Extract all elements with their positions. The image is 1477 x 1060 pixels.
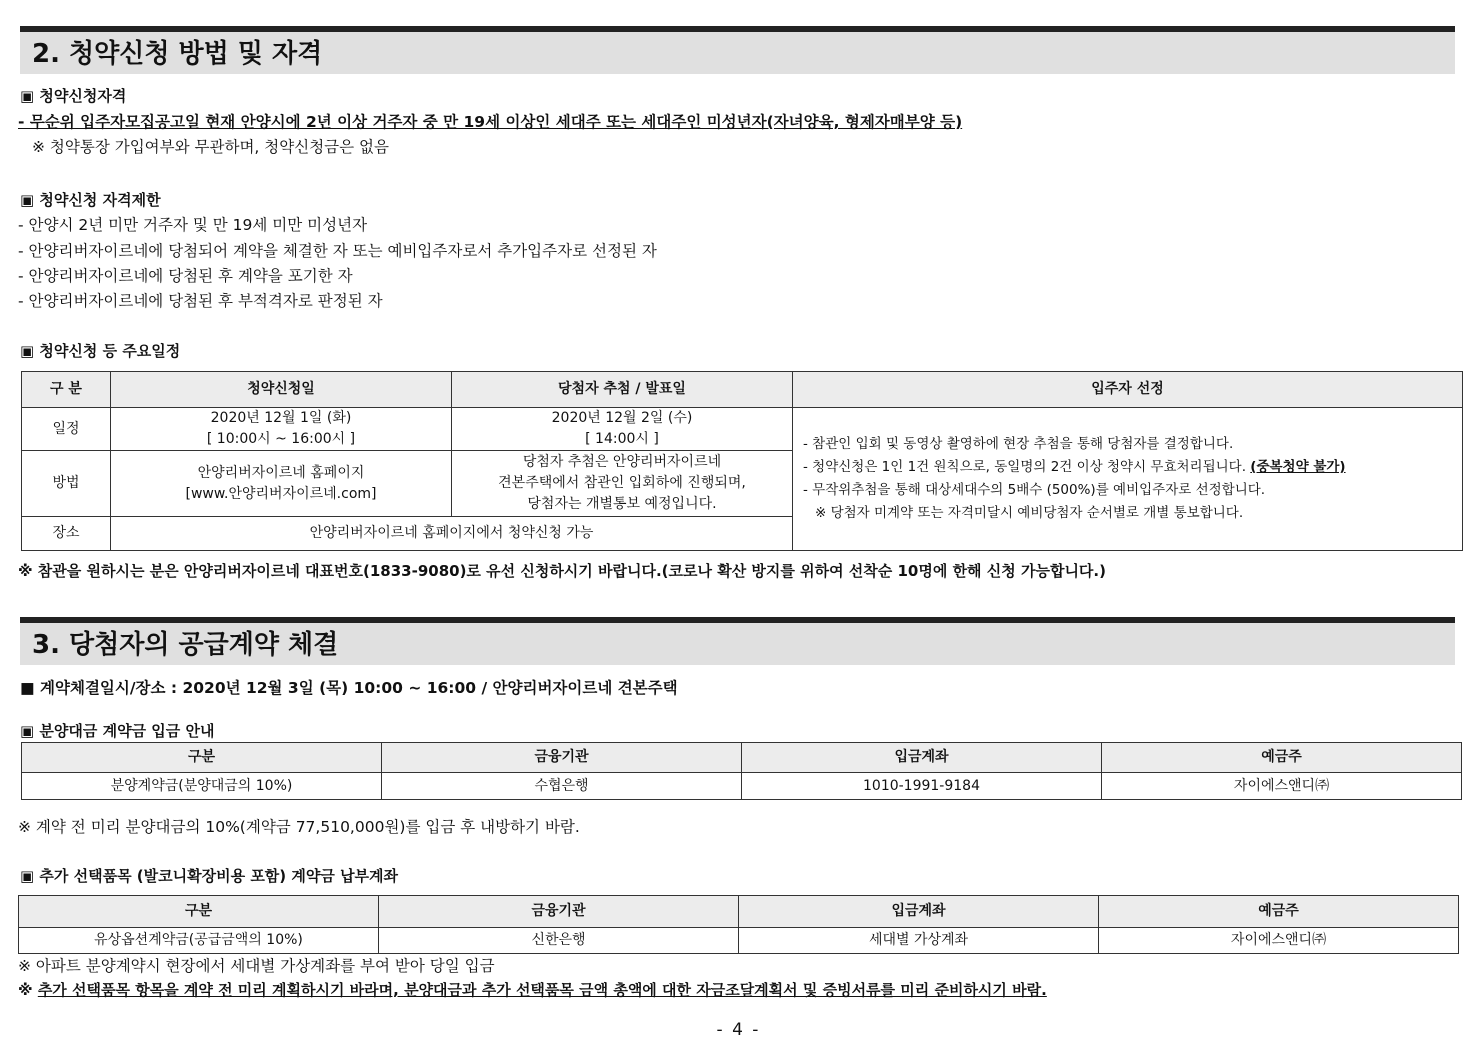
duplicate-warning: (중복청약 불가) [1250, 459, 1346, 475]
schedule-header-cell: 구 분 [22, 372, 111, 408]
deposit-note: ※ 계약 전 미리 분양대금의 10%(계약금 77,510,000원)를 입금 후 내방하기 바람. [18, 818, 580, 836]
page-number: - 4 - [716, 1020, 761, 1040]
section-3-header [20, 617, 1455, 665]
options-header-cell: 예금주 [1099, 896, 1459, 928]
options-warning [18, 980, 1047, 1000]
options-heading [20, 866, 398, 886]
contract-info: ■ 계약체결일시/장소 : 2020년 12월 3일 (목) 10:00 ~ 16:00 / 안양리버자이르네 견본주택 [20, 679, 678, 697]
section-2-header [20, 26, 1455, 74]
deposit-heading-text: 분양대금 계약금 입금 안내 [39, 722, 215, 740]
apply-time: [ 10:00시 ~ 16:00시 ] [206, 431, 356, 447]
schedule-heading [20, 341, 180, 361]
restriction-heading [20, 190, 161, 210]
section-3-title: 3. 당첨자의 공급계약 체결 [32, 630, 339, 660]
options-warning-text: 추가 선택품목 항목을 계약 전 미리 계획하시기 바라며, 분양대금과 추가 선택품목 금액 총액에 대한 자금조달계획서 및 증빙서류를 미리 준비하시기 바람. [37, 981, 1047, 999]
schedule-header-cell: 입주자 선정 [793, 372, 1463, 408]
heading-marker-icon: ▣ [20, 342, 35, 360]
schedule-heading-text: 청약신청 등 주요일정 [39, 342, 181, 360]
qualification-line: - 무순위 입주자모집공고일 현재 안양시에 2년 이상 거주자 중 만 19세 이상인 세대주 또는 세대주인 미성년자(자녀양육, 형제자매부양 등) [18, 113, 963, 131]
qualification-heading-text: 청약신청자격 [39, 87, 127, 105]
options-note: ※ 아파트 분양계약시 현장에서 세대별 가상계좌를 부여 받아 당일 입금 [18, 957, 495, 975]
heading-marker-icon: ▣ [20, 722, 35, 740]
options-warning-prefix: ※ [18, 981, 38, 999]
draw-method: 당첨자는 개별통보 예정입니다. [527, 496, 717, 512]
deposit-heading [20, 721, 214, 741]
schedule-row-label: 일정 [22, 408, 111, 451]
deposit-cell: 1010-1991-9184 [742, 773, 1102, 800]
selection-line: - 무작위추첨을 통해 대상세대수의 5배수 (500%)를 예비입주자로 선정합니다. [803, 482, 1266, 498]
apply-website: [www.안양리버자이르네.com] [185, 485, 377, 502]
restriction-item: - 안양리버자이르네에 당첨된 후 부적격자로 판정된 자 [18, 292, 383, 310]
section-2-title: 2. 청약신청 방법 및 자격 [32, 39, 323, 69]
qualification-heading [20, 86, 126, 106]
restriction-item: - 안양시 2년 미만 거주자 및 만 19세 미만 미성년자 [18, 216, 368, 234]
deposit-cell: 분양계약금(분양대금의 10%) [22, 773, 382, 800]
heading-marker-icon: ▣ [20, 867, 35, 885]
options-header-cell: 구분 [19, 896, 379, 928]
selection-line: - 참관인 입회 및 동영상 촬영하에 현장 추첨을 통해 당첨자를 결정합니다. [803, 436, 1234, 452]
options-header-cell: 금융기관 [379, 896, 739, 928]
visitor-notice: ※ 참관을 원하시는 분은 안양리버자이르네 대표번호(1833-9080)로 유선 신청하시기 바랍니다.(코로나 확산 방지를 위하여 선착순 10명에 한해 신청 가능합니다.) [18, 562, 1106, 580]
selection-cell [793, 408, 1463, 551]
heading-marker-icon: ▣ [20, 87, 35, 105]
deposit-cell: 자이에스앤디㈜ [1102, 773, 1462, 800]
qualification-note: ※ 청약통장 가입여부와 무관하며, 청약신청금은 없음 [32, 138, 389, 156]
restriction-heading-text: 청약신청 자격제한 [39, 191, 161, 209]
draw-time: [ 14:00시 ] [585, 431, 659, 447]
apply-date-cell [111, 408, 452, 451]
selection-line [803, 456, 1462, 479]
options-cell: 세대별 가상계좌 [739, 928, 1099, 954]
options-cell: 신한은행 [379, 928, 739, 954]
draw-method: 견본주택에서 참관인 입회하에 진행되며, [498, 475, 746, 491]
restriction-item: - 안양리버자이르네에 당첨된 후 계약을 포기한 자 [18, 267, 353, 285]
apply-method-cell [111, 451, 452, 517]
draw-method: 당첨자 추첨은 안양리버자이르네 [522, 454, 722, 470]
draw-method-cell [452, 451, 793, 517]
deposit-table [21, 742, 1462, 800]
deposit-header-cell: 금융기관 [382, 743, 742, 773]
place-cell: 안양리버자이르네 홈페이지에서 청약신청 가능 [111, 517, 793, 551]
selection-text: - 청약신청은 1인 1건 원칙으로, 동일명의 2건 이상 청약시 무효처리됩니다. [803, 459, 1251, 475]
options-heading-text: 추가 선택품목 (발코니확장비용 포함) 계약금 납부계좌 [39, 867, 399, 885]
deposit-header-cell: 구분 [22, 743, 382, 773]
options-cell: 유상옵션계약금(공급금액의 10%) [19, 928, 379, 954]
schedule-header-cell: 당첨자 추첨 / 발표일 [452, 372, 793, 408]
schedule-row-label: 방법 [22, 451, 111, 517]
options-cell: 자이에스앤디㈜ [1099, 928, 1459, 954]
schedule-header-cell: 청약신청일 [111, 372, 452, 408]
draw-date: 2020년 12월 2일 (수) [551, 410, 693, 426]
draw-date-cell [452, 408, 793, 451]
options-header-cell: 입금계좌 [739, 896, 1099, 928]
restriction-item: - 안양리버자이르네에 당첨되어 계약을 체결한 자 또는 예비입주자로서 추가입주자로 선정된 자 [18, 242, 657, 260]
deposit-header-cell: 입금계좌 [742, 743, 1102, 773]
deposit-header-cell: 예금주 [1102, 743, 1462, 773]
heading-marker-icon: ▣ [20, 191, 35, 209]
options-table [18, 895, 1459, 954]
selection-note: ※ 당첨자 미계약 또는 자격미달시 예비당첨자 순서별로 개별 통보합니다. [815, 505, 1244, 521]
apply-method: 안양리버자이르네 홈페이지 [197, 464, 365, 481]
apply-date: 2020년 12월 1일 (화) [210, 410, 352, 426]
deposit-cell: 수협은행 [382, 773, 742, 800]
schedule-table [21, 371, 1463, 551]
schedule-row-label: 장소 [22, 517, 111, 551]
